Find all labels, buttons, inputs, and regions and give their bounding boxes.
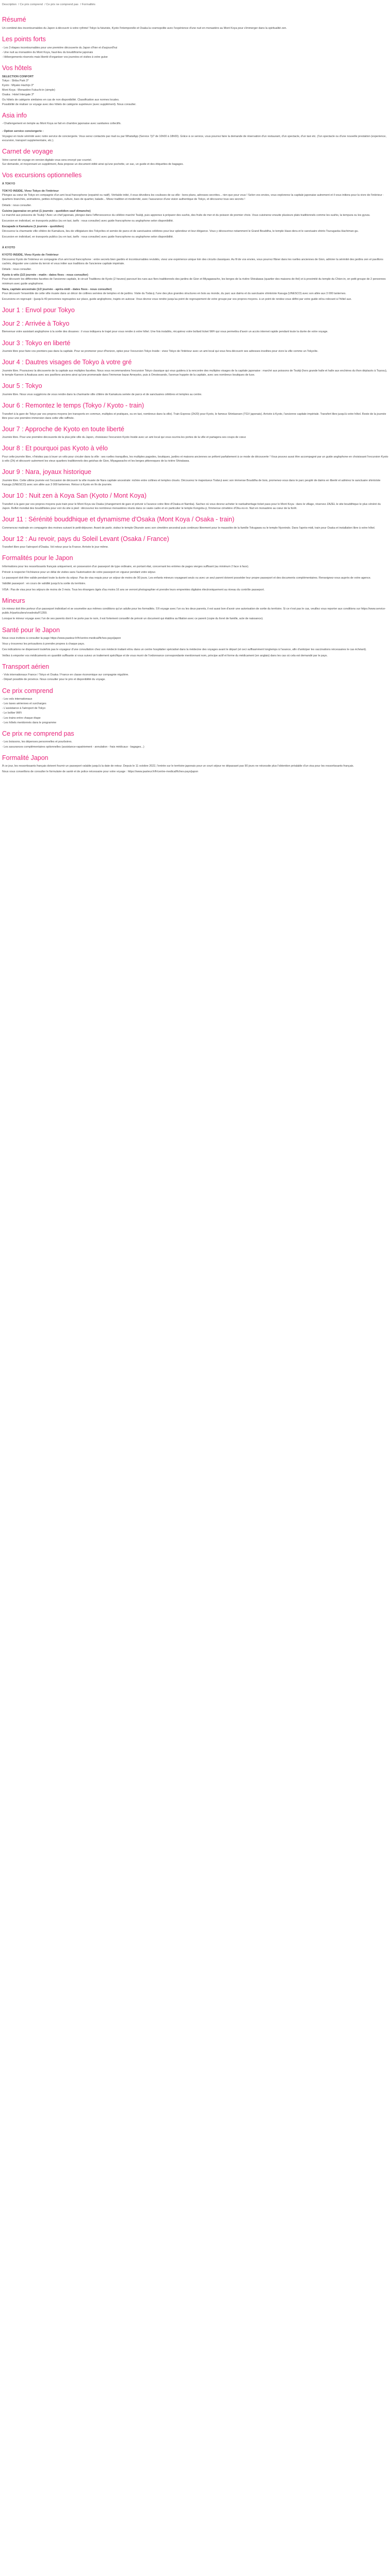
tokyo-excursions <box>2 189 389 239</box>
formalites-text <box>2 565 389 592</box>
paragraph: Lorsque le mineur voyage avec l'un de ses parents dont il ne porte pas le nom, il est fortement conseillé de prévoir un document qui établira sa filiation avec ce parent (copie du livret de famille, acte de naissance). <box>2 617 264 621</box>
tokyo-heading: À TOKYO <box>2 182 15 185</box>
excursion-body: Détails : nous consulter. <box>2 267 32 271</box>
resume-text: Un combiné des incontournables du Japon à découvrir à votre rythme! Tokyo la futuriste, Kyoto l'intemporelle et Osaka la cosmopolite avec l'expérience d'une nuit en monastère au Mont Koya pour s'immerger dans la spiritualité zen. <box>2 27 287 30</box>
excursion-body: Le marché aux poissons de Tsukiji ! Avec un chef japonais, plongez dans l'effervescence du célèbre marché Tsukiji, puis apprenez à préparer des sushis, des fruits de mer et du poisson de premier choix. Vous cuisinerez ensuite plusieurs plats traditionnels comme les sushis, la tempura ou les gyoza. <box>2 214 370 217</box>
paragraph: Prévoir à respecter l'échéance pour un délai de visites sans l'autorisation de votre passeport en vigueur pendant votre séjour. <box>2 571 156 574</box>
day-body: Transfert libre pour l'aéroport d'Osaka. Vol retour pour la France. Arrivée le jour même. <box>2 546 109 549</box>
paragraph: Nous vous conseillons de consulter le formulaire de santé et de police nécessaire pour votre voyage : https://www.pasteur.fr/fr/centre-medical/fiches-pays/japon <box>2 770 199 774</box>
excursion-body: Détails : nous consulter. <box>2 204 32 207</box>
sante-title: Santé pour le Japon <box>2 626 60 634</box>
transport-title: Transport aérien <box>2 663 50 670</box>
day-body: Pour cette journée libre, n'hésitez pas à louer un vélo pour circuler dans la ville : ses ruelles tranquilles, les multiples pagodes, boutiques, jardins et maisons anciennes se prêtent parfaitement à ce mode de découverte ! Vous pouvez aussi être accompagné par un guide anglophone en choisissant l'excursion Kyoto à vélo (2h) et découvrir autrement les vieux quartiers traditionnels des geishas de Gion, Miyagawacho et les berges pittoresques de la rivière Shirakawa. <box>2 455 388 463</box>
day-body: Commencez matinale en compagnie des moines suivant le petit-déjeuner. Avant de partir, visitez le temple Okunoin avec son cimetière ancestral puis continuez librement pour le mausolée de la famille Tokugawa ou le temple Nyonindo. Dans l'après-midi, train pour Osaka et installation libre à votre hôtel. <box>2 526 376 530</box>
list-item: - Les 3 étapes incontournables pour une première découverte du Japon d'hier et d'aujourd'hui <box>2 46 118 49</box>
list-item: Mont Koya : Monastère Fukuchi-in (simple) <box>2 89 55 92</box>
ne-comprend-list <box>2 740 389 749</box>
paragraph: À ce jour, les ressortissants français doivent fournir un passeport valable jusqu'à la date de retour. Depuis le 11 octobre 2022, l'entrée sur le territoire japonais pour un court séjour ne dépassant pas 90 jours ne nécessite plus l'obtention préalable d'un visa pour les ressortissants français. <box>2 765 354 768</box>
day-title: Jour 2 : Arrivée à Tokyo <box>2 319 70 327</box>
transport-list <box>2 673 389 682</box>
asia-info-title: Asia info <box>2 111 27 119</box>
list-item: - Les taxes aériennes et surcharges <box>2 702 46 706</box>
tab-formalites[interactable]: Formalités <box>82 3 95 6</box>
carnet-text: Votre carnet de voyage en version digitale vous sera envoyé par courriel. Sur demande, et moyennant un supplément, Asia propose un document édité ainsi qu'une pochette, un sac, un guide et des étiquettes de bagages. <box>2 158 184 166</box>
excursion-body: Excursions en regroupé : (jusqu'à 40 personnes regroupées sur place, guide anglophone, trajets en autocar. Vous devrez vous rendre jusqu'au point de regroupement de votre groupe par vos propres moyens. à un point de rendez-vous défini par votre guide et/ou relevant à l'hôtel aux. <box>2 298 352 301</box>
hotels-heading: SELECTION CONFORT <box>2 75 34 78</box>
excursion-head: TOKYO INSIDE, Vivez Tokyo de l'intérieur <box>2 189 59 193</box>
excursion-head: KYOTO INSIDE, Vivez Kyoto de l'intérieur <box>2 253 59 257</box>
tab-ce-prix-comprend[interactable]: Ce prix comprend <box>20 3 43 6</box>
excursion-body: Plongez au cœur de Tokyo en compagnie d'un ami local francophone (expatrié ou natif). Véritable initié, il vous dévoilera les coulisses de sa ville : bons plans, adresses secrètes... rien que pour vous ! Selon vos envies, vous explorerez la capitale japonaise autrement et il vous initiera pour la vivre de l'intérieur : quartiers branchés, animations, petites échoppes, culture, bars de quartier, balade... Mixez tradition et modernité, avec l'assurance d'une vision authentique de Tokyo, et découvrez tous ses secrets ! <box>2 194 384 201</box>
list-item: Ou hôtels de catégorie similaires en cas de non disponibilité. Classification aux normes locales. <box>2 98 120 101</box>
day-body: Journée libre. Cette ultime journée est l'occasion de découvrir la ville musée de Nara capitale ancestrale: nichée entre collines et temples cloués. Découvrez le majestueux Todai-ji avec son immense Bouddha de bois, promenez-vous dans le parc peuplé de daims en liberté et admirez le sanctuaire shintoïste Kasuga (UNESCO) avec son allée aux 3 000 lanternes. Retour à Kyoto en fin de journée. <box>2 479 381 487</box>
paragraph: Le passeport doit être valide pendant toute la durée du séjour. Pas de visa requis pour un séjour de moins de 90 jours. Les enfants mineurs voyageant seuls ou avec un seul parent doivent posséder leur propre passeport et des documents complémentaires. Renseignez-vous auprès de votre agence. <box>2 577 371 580</box>
kyoto-excursions <box>2 253 389 301</box>
tab-description[interactable]: Description <box>2 3 17 6</box>
day-title: Jour 4 : Dautres visages de Tokyo à votre gré <box>2 359 132 366</box>
resume-title: Résumé <box>2 16 26 24</box>
list-item: - Vols internationaux France / Tokyo et Osaka / France en classe économique sur compagnie régulière. <box>2 673 129 677</box>
day-body: Transfert à la gare par vos propres moyens puis train pour le Mont Koya via Osaka (changement de gare et prévoir à l'avance votre libre d'Osaka et Namba). Sachez où vous devrez acheter le nankaiheritage ticket pass pour le Mont Koya : dans le village, réservez ZAZEL le site bouddhique le plus vénéré du Japon. Reflet mondial des bouddhistes pour voir du site à pied : découvrez les nombreux monastères réunis dans ce vaste cadre et en particulier le temple Kongobu-ji, l'immense cimetière d'Oku-no-in. Nuit en monastère au cœur de la forêt. <box>2 502 381 510</box>
hotels-title: Vos hôtels <box>2 64 32 72</box>
day-title: Jour 7 : Approche de Kyoto en toute liberté <box>2 425 124 433</box>
list-item: - Challengement en temple au Mont Koya se fait en chambre japonaise avec sanitaires collectifs. <box>2 122 122 126</box>
ne-comprend-title: Ce prix ne comprend pas <box>2 730 74 737</box>
excursion-head: Escapade à Kamakura (1 journée - quotidien) <box>2 225 64 229</box>
list-item: Tokyo : Shiba Park 3* <box>2 79 29 83</box>
tab-bar: Description / Ce prix comprend / Ce prix ne comprend pas / Formalités <box>2 3 95 6</box>
list-item: Voyagez en toute sérénité avec notre service de conciergerie. Vous serez contactés par mail ou par WhatsApp (Service 7j/7 de 10h00 à 18h00). Grâce à ce service, vous pourrez faire la demande de réservation d'un restaurant, d'un spectacle, d'un taxi etc. (l'un spectacle ou d'une nouvelle prestation (experience, excursion, transport supplementaire, etc.). <box>2 134 386 142</box>
day-body: Transfert à la gare de Tokyo par vos propres moyens (en transports en commun, multiples et pratiques, ou en taxi, nombreux dans la ville). Train Express (2h20) pour Kyoto, le fameux Shinkansen (TGV japonais). Arrivée à Kyoto, l'ancienne capitale impériale. Transfert libre jusqu'à votre hôtel. Reste de la journée libre pour une première immersion dans cette ville raffinée. <box>2 412 386 420</box>
tab-ce-prix-ne-comprend-pas[interactable]: Ce prix ne comprend pas <box>46 3 78 6</box>
day-title: Jour 3 : Tokyo en liberté <box>2 339 71 347</box>
list-item: - Une nuit au monastère du Mont Koya, haut-lieu du bouddhisme japonais <box>2 50 93 54</box>
list-item: - Hébergements réservés mais liberté d'organiser vos journées et visites à votre guise <box>2 55 108 59</box>
list-item: - Les trains entre chaque étape <box>2 716 41 720</box>
excursion-body: Pour découvrir l'ensemble de cette ville musée dans un décor de collines semées de temples et de jardins. Visite du Todai-ji, l'une des plus grandes structures en bois au monde, du parc aux daims et du sanctuaire shintoïste Kasuga (UNESCO) avec son allée aux 3 000 lanternes. <box>2 292 347 295</box>
excursion-body: Excursion en individuel, en transports publics (ou en taxi, tarifs : nous consulter) avec guide francophone ou anglophone selon disponibilité. <box>2 235 174 239</box>
excursion-body: Découvrez la charmante ville côtière de Kamakura, lieu de villégiature des Tokyoïtes et semée de parcs et de sanctuaires célèbres pour leur splendeur et leur élégance. Vous y découvrirez notamment le Grand Bouddha, le temple Hase-dera et le sanctuaire shinto Tsurugaoka Hachiman-gu. <box>2 229 359 233</box>
day-body: Journée libre pour faire vos premiers pas dans la capitale. Pour se promener pour d'horizon, optez pour l'excursion Tokyo Inside : vivez Tokyo de l'intérieur avec un ami local qui vous fera découvrir ses adresses insolites pour vivre la ville comme un Tokyoïte. <box>2 350 318 353</box>
paragraph: Ces indications ne dispensent toutefois pas le voyageur d'une consultation chez son médecin traitant et/ou dans un centre hospitalier spécialisé dans la médecine des voyages avant le départ (et ceci suffisamment longtemps à l'avance, afin d'anticiper les vaccinations nécessaires le cas échéant). <box>2 648 367 652</box>
list-item: Osaka : Hotel Intergate 3* <box>2 93 35 97</box>
excursion-body: Pour découvrir les différentes facettes de l'ancienne capitale, le circuit Traditions de Kyoto (2 heures) parcourt les rues aux fiers traditionnels des jardins de Gion et Miyagawacho, les berges de la rivière Shirakawa (quartier des maisons de thé) et à proximité du temple du Chion-in, en petit groupe de 2 personnes minimum avec guide anglophone. <box>2 278 386 285</box>
day-title: Jour 8 : Et pourquoi pas Kyoto à vélo <box>2 445 108 452</box>
list-item: - Le boîtier WiFi <box>2 711 22 715</box>
comprend-list <box>2 697 389 725</box>
paragraph: Informations pour les ressortissants français uniquement, en possession d'un passeport de type ordinaire, en portant état, concernant les entrées de pages vierges suffisant (au minimum 2 face à face). <box>2 565 249 569</box>
mineurs-title: Mineurs <box>2 597 25 604</box>
page <box>0 0 391 782</box>
points-forts-title: Les points forts <box>2 36 46 43</box>
carnet-title: Carnet de voyage <box>2 148 53 156</box>
list-item: - Départ possible de province. Nous consulter pour le prix et disponibilité du voyage. <box>2 678 106 682</box>
day-body: Journée libre. Poursuivez la découverte de la capitale aux multiples facettes. Nous vous recommandons l'excursion Tokyo classique qui vous guidera à la rencontre des multiples visages de la capitale japonaise : marché aux poissons de Tsukiji (hors grande halle et halle aux enchères du thon déplacés à Toyosu), le temple Kannon à Asakusa avec ses pavillons anciens ainsi qu'une promenade dans l'immense bazar Ameyoko, puis à Omotesando, l'avenue huppée de la capitale, avec ses nombreux boutiques de luxe. <box>2 369 387 377</box>
list-item: - Les assurances complémentaires optionnelles (assistance-rapatriement - annulation - frais médicaux - bagages...) <box>2 745 144 749</box>
day-title: Jour 5 : Tokyo <box>2 382 42 390</box>
day-title: Jour 11 : Sérénité bouddhique et dynamisme d'Osaka (Mont Koya / Osaka - train) <box>2 516 235 523</box>
excursions-title: Vos excursions optionnelles <box>2 171 82 179</box>
day-body: Journée libre. Nous vous suggérons de vous rendre dans la charmante ville côtière de Kamakura semée de parcs et de sanctuaires célèbres et temples au centre. <box>2 393 202 396</box>
excursion-body: Découvrez Kyoto de l'intérieur en compagnie d'un ami local francophone : entre secrets bien gardés et incontournables revisités, vivez une expérience unique loin des circuits classiques. Au fil de vos envies, vous pourrez flâner dans les ruelles anciennes de Gion, admirer la sérénité des jardins zen et pavillons cachés, déguster une cuisine du terroir et vous initier aux traditions de l'ancienne capitale impériale. <box>2 258 383 265</box>
list-item: - Les hôtels mentionnés dans le programme <box>2 721 57 724</box>
list-item: - Les boissons, les dépenses personnelles et pourboires. <box>2 740 73 744</box>
kyoto-heading: À KYOTO <box>2 246 15 249</box>
list-item: - Option service conciergerie : <box>2 130 44 133</box>
list-item: - Les vols internationaux <box>2 698 32 701</box>
excursion-body: Excursion en individuel, en transports publics (ou en taxi, tarifs : nous consulter) avec guide francophone ou anglophone selon disponibilité. <box>2 219 174 223</box>
hotels-list <box>2 79 389 107</box>
comprend-title: Ce prix comprend <box>2 687 53 694</box>
paragraph: VISA : Pas de visa pour les séjours de moins de 3 mois. Tous les étrangers âgés d'au moins 16 ans se verront photographier et prendre leurs empreintes digitales électroniquement au niveau du contrôle passeport. <box>2 588 265 591</box>
formalites-title: Formalités pour le Japon <box>2 554 73 562</box>
list-item: - L'assistance à l'aéroport de Tokyo <box>2 707 46 710</box>
day-body: Bienvenue votre assistant anglophone à la sortie des douanes : il vous indiquera le trajet pour vous rendre à votre hôtel. Une fois installés, récupérez votre bollard ticket WiFi qui vous permettra d'avoir un accès internet rapide pendant toute la durée de votre voyage. <box>2 330 329 334</box>
day-title: Jour 10 : Nuit zen à Koya San (Kyoto / Mont Koya) <box>2 492 147 500</box>
paragraph: Vous y trouverez les précautions à prendre propres à chaque pays. <box>2 642 85 646</box>
asia-info-list <box>2 122 389 143</box>
day-body: Journée libre. Pour une première découverte de la plus jolie ville du Japon, choisissez l'excursion Kyoto Inside avec un ami local qui vous ouvrira les portes de la ville et partagera ses coups de cœur. <box>2 436 247 439</box>
points-forts-list <box>2 46 389 59</box>
excursion-head: Nara, capitale ancestrale (1/2 journée - après-midi - dates fixes - nous consulter) <box>2 287 112 291</box>
day-title: Jour 1 : Envol pour Tokyo <box>2 307 75 314</box>
formalite-japon-title: Formalité Japon <box>2 754 48 761</box>
sante-text <box>2 636 389 657</box>
paragraph: Nous vous invitons à consulter la page https://www.pasteur.fr/fr/centre-medical/fiches-pays/japon <box>2 637 121 640</box>
day-title: Jour 6 : Remontez le temps (Tokyo / Kyoto - train) <box>2 401 144 409</box>
formalite-japon-text <box>2 764 389 774</box>
day-title: Jour 12 : Au revoir, pays du Soleil Levant (Osaka / France) <box>2 535 169 543</box>
itinerary <box>2 307 389 549</box>
day-title: Jour 9 : Nara, joyaux historique <box>2 468 92 476</box>
list-item: Possibilité de réaliser ce voyage avec des hôtels de catégorie supérieure (avec supplément). Nous consulter. <box>2 103 137 106</box>
paragraph: Validité passeport : en cours de validité jusqu'à la sortie du territoire. <box>2 582 86 586</box>
excursion-head: Kyoto à vélo (1/2 journée - matin - dates fixes - nous consulter) <box>2 274 88 277</box>
mineurs-text <box>2 607 389 621</box>
paragraph: Veillez à emporter vos médicaments en quantité suffisante si vous suivez un traitement spécifique et de vous munir de l'ordonnance correspondante mentionnant nom, principe actif et forme du médicament (en anglais) dans les cas où cela est demandé par le pays. <box>2 654 328 657</box>
list-item: Kyoto : Miyako Hachijo 3* <box>2 84 34 88</box>
excursion-head: Cuisine japonaise en privé (1 journée - quotidien sauf dimanche) <box>2 209 91 213</box>
paragraph: Un mineur doit être porteur d'un passeport individuel et se soumettre aux mêmes conditions qu'un adulte pour les formalités. S'il voyage avec l'un ou les deux parents, il est aussi bon d'avoir une autorisation de sortie du territoire. Si ce n'est pas le cas, veuillez vous reporter aux conditions sur https://www.service-public.fr/particuliers/vosdroits/F1359. <box>2 607 386 615</box>
